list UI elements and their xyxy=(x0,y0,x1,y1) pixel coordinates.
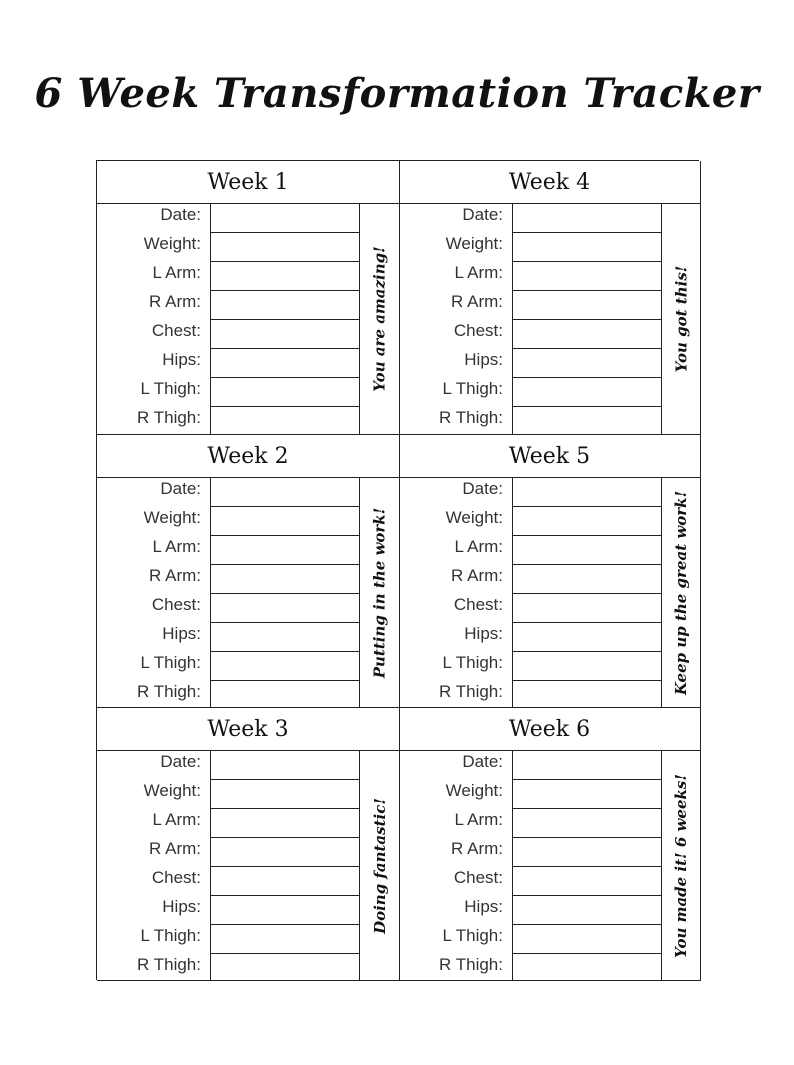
field-entry-box[interactable] xyxy=(513,867,661,896)
field-entry-box[interactable] xyxy=(513,751,661,780)
week-block-4 xyxy=(399,161,701,435)
field-labels xyxy=(399,751,511,980)
field-label: L Thigh: xyxy=(140,653,201,672)
field-entry-box[interactable] xyxy=(211,349,359,378)
field-label: Chest: xyxy=(151,868,201,887)
field-entry-box[interactable] xyxy=(211,204,359,233)
field-entry-box[interactable] xyxy=(211,809,359,838)
motivation-panel xyxy=(662,751,700,980)
field-label: R Arm: xyxy=(451,292,503,311)
week-header: Week 6 xyxy=(399,708,700,751)
week-block-2 xyxy=(97,435,400,708)
field-labels xyxy=(97,751,209,980)
field-label: Chest: xyxy=(453,868,503,887)
field-labels xyxy=(97,204,209,434)
week-body xyxy=(399,204,700,434)
field-label: R Thigh: xyxy=(137,682,201,701)
field-entry-box[interactable] xyxy=(513,407,661,436)
field-label: Date: xyxy=(462,479,503,498)
motivation-panel xyxy=(662,204,700,434)
field-entry-box[interactable] xyxy=(513,594,661,623)
motivation-panel xyxy=(360,204,399,434)
field-inputs xyxy=(512,478,662,707)
field-label: Date: xyxy=(160,205,201,224)
field-label: R Arm: xyxy=(451,566,503,585)
field-label: Chest: xyxy=(453,595,503,614)
week-header: Week 2 xyxy=(97,435,399,478)
field-inputs xyxy=(210,751,360,980)
field-label: L Thigh: xyxy=(140,926,201,945)
week-block-1 xyxy=(97,161,400,435)
motivation-message: Doing fantastic! xyxy=(370,797,389,934)
field-entry-box[interactable] xyxy=(513,838,661,867)
field-label: R Arm: xyxy=(149,292,201,311)
week-block-3 xyxy=(97,708,400,981)
field-labels xyxy=(399,478,511,707)
field-entry-box[interactable] xyxy=(513,565,661,594)
field-entry-box[interactable] xyxy=(513,378,661,407)
field-entry-box[interactable] xyxy=(513,320,661,349)
field-entry-box[interactable] xyxy=(513,507,661,536)
week-body xyxy=(97,204,399,434)
field-inputs xyxy=(210,204,360,434)
field-entry-box[interactable] xyxy=(211,652,359,681)
motivation-message: Keep up the great work! xyxy=(672,490,691,695)
field-entry-box[interactable] xyxy=(211,478,359,507)
field-entry-box[interactable] xyxy=(513,780,661,809)
field-label: Date: xyxy=(160,479,201,498)
field-label: R Thigh: xyxy=(137,955,201,974)
field-entry-box[interactable] xyxy=(211,896,359,925)
field-label: L Thigh: xyxy=(140,379,201,398)
field-entry-box[interactable] xyxy=(211,623,359,652)
field-label: R Thigh: xyxy=(137,408,201,427)
field-entry-box[interactable] xyxy=(211,291,359,320)
field-label: Weight: xyxy=(445,781,503,800)
field-entry-box[interactable] xyxy=(211,594,359,623)
field-entry-box[interactable] xyxy=(513,478,661,507)
field-entry-box[interactable] xyxy=(513,652,661,681)
motivation-panel xyxy=(360,478,399,707)
field-label: Hips: xyxy=(464,350,503,369)
field-label: Weight: xyxy=(445,508,503,527)
field-entry-box[interactable] xyxy=(211,262,359,291)
field-entry-box[interactable] xyxy=(211,681,359,710)
field-entry-box[interactable] xyxy=(211,780,359,809)
week-block-6 xyxy=(399,708,701,981)
field-entry-box[interactable] xyxy=(211,954,359,983)
field-label: Weight: xyxy=(143,508,201,527)
field-label: L Arm: xyxy=(152,810,201,829)
week-body xyxy=(97,478,399,707)
field-label: Date: xyxy=(462,752,503,771)
week-block-5 xyxy=(399,435,701,708)
field-entry-box[interactable] xyxy=(513,204,661,233)
field-entry-box[interactable] xyxy=(211,320,359,349)
field-entry-box[interactable] xyxy=(513,896,661,925)
field-inputs xyxy=(512,751,662,980)
field-entry-box[interactable] xyxy=(211,378,359,407)
field-entry-box[interactable] xyxy=(211,751,359,780)
field-labels xyxy=(97,478,209,707)
tracker-grid xyxy=(96,160,699,980)
field-label: Hips: xyxy=(464,624,503,643)
motivation-message: You made it! 6 weeks! xyxy=(672,773,690,958)
field-label: R Arm: xyxy=(451,839,503,858)
field-entry-box[interactable] xyxy=(513,809,661,838)
field-label: Hips: xyxy=(162,624,201,643)
field-label: Date: xyxy=(462,205,503,224)
field-label: L Arm: xyxy=(454,263,503,282)
field-label: Chest: xyxy=(453,321,503,340)
week-header: Week 5 xyxy=(399,435,700,478)
field-entry-box[interactable] xyxy=(211,925,359,954)
field-label: Weight: xyxy=(445,234,503,253)
field-label: L Thigh: xyxy=(442,379,503,398)
motivation-message: You got this! xyxy=(672,265,690,373)
field-label: Weight: xyxy=(143,234,201,253)
week-header: Week 4 xyxy=(399,161,700,204)
field-label: L Arm: xyxy=(454,810,503,829)
field-label: Date: xyxy=(160,752,201,771)
field-entry-box[interactable] xyxy=(513,536,661,565)
field-entry-box[interactable] xyxy=(513,681,661,710)
field-label: Weight: xyxy=(143,781,201,800)
field-entry-box[interactable] xyxy=(513,623,661,652)
field-entry-box[interactable] xyxy=(513,291,661,320)
field-label: Chest: xyxy=(151,321,201,340)
field-entry-box[interactable] xyxy=(211,565,359,594)
field-label: R Arm: xyxy=(149,839,201,858)
week-body xyxy=(97,751,399,980)
week-header: Week 3 xyxy=(97,708,399,751)
week-body xyxy=(399,478,700,707)
motivation-message: You are amazing! xyxy=(370,246,389,392)
field-label: R Arm: xyxy=(149,566,201,585)
field-label: Chest: xyxy=(151,595,201,614)
field-label: L Thigh: xyxy=(442,653,503,672)
field-label: L Thigh: xyxy=(442,926,503,945)
field-entry-box[interactable] xyxy=(513,954,661,983)
field-entry-box[interactable] xyxy=(513,349,661,378)
motivation-panel xyxy=(662,478,700,707)
field-label: L Arm: xyxy=(152,537,201,556)
motivation-panel xyxy=(360,751,399,980)
field-inputs xyxy=(210,478,360,707)
field-entry-box[interactable] xyxy=(513,925,661,954)
field-label: Hips: xyxy=(162,350,201,369)
field-inputs xyxy=(512,204,662,434)
field-entry-box[interactable] xyxy=(211,838,359,867)
field-entry-box[interactable] xyxy=(513,233,661,262)
week-body xyxy=(399,751,700,980)
field-label: R Thigh: xyxy=(439,682,503,701)
motivation-message: Putting in the work! xyxy=(370,507,389,678)
field-entry-box[interactable] xyxy=(513,262,661,291)
page-title: 6 Week Transformation Tracker xyxy=(34,70,760,117)
field-entry-box[interactable] xyxy=(211,233,359,262)
field-labels xyxy=(399,204,511,434)
field-entry-box[interactable] xyxy=(211,507,359,536)
field-label: R Thigh: xyxy=(439,955,503,974)
field-entry-box[interactable] xyxy=(211,867,359,896)
field-entry-box[interactable] xyxy=(211,536,359,565)
field-label: L Arm: xyxy=(454,537,503,556)
field-label: Hips: xyxy=(464,897,503,916)
field-label: Hips: xyxy=(162,897,201,916)
week-header: Week 1 xyxy=(97,161,399,204)
field-label: R Thigh: xyxy=(439,408,503,427)
field-entry-box[interactable] xyxy=(211,407,359,436)
field-label: L Arm: xyxy=(152,263,201,282)
